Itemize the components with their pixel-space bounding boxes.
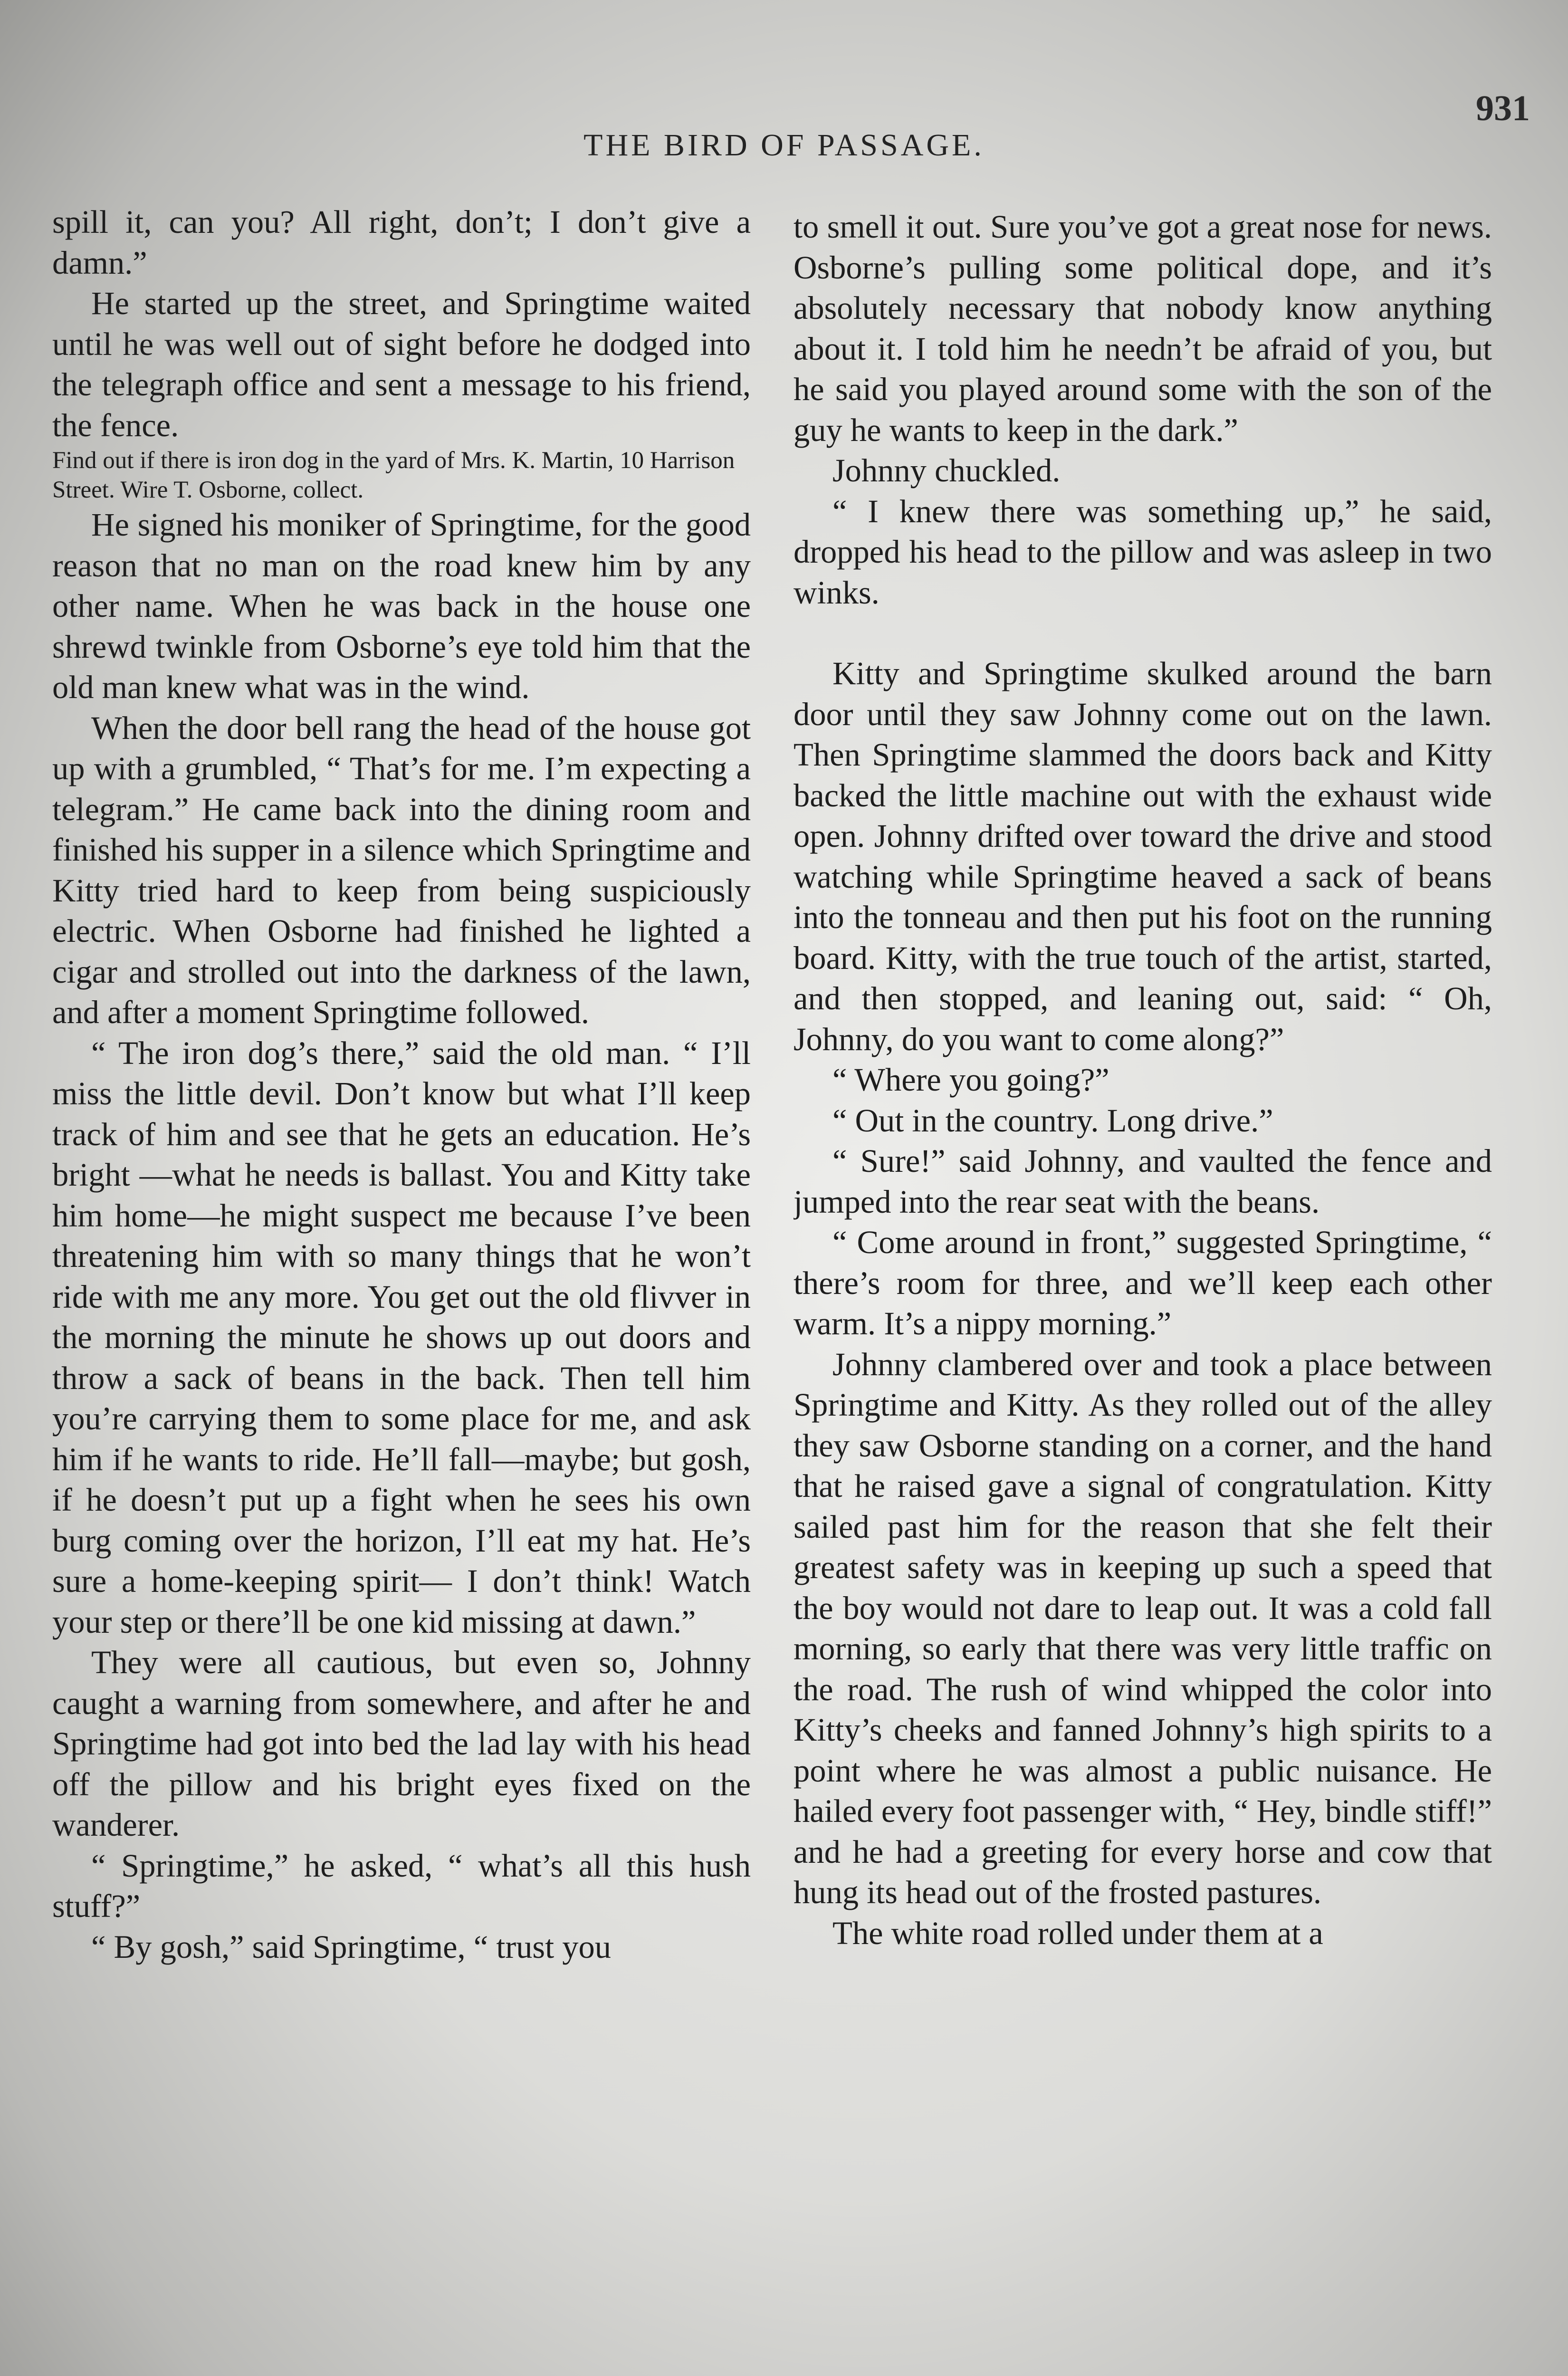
paragraph: to smell it out. Sure you’ve got a great nose for news. Osborne’s pulling some political dope, and it’s absolutely necessary that nobody know anything about it. I told him he needn’t be afraid of you, but he said you played around some with the son of the guy he wants to keep in the dark.”	[794, 209, 1492, 448]
paragraph: He signed his moniker of Springtime, for the good reason that no man on the road knew him by any other name. When he was back in the house one shrewd twinkle from Osborne’s eye told him that the old man knew what was in the wind.	[52, 507, 751, 705]
paragraph: The white road rolled under them at a	[832, 1915, 1323, 1951]
paragraph: spill it, can you? All right, don’t; I don’t give a damn.”	[52, 204, 751, 281]
paragraph: When the door bell rang the head of the house got up with a grumbled, “ That’s for me. I’m expecting a telegram.” He came back into the dining room and finished his supper in a silence which Springtime and Kitty tried hard to keep from being suspiciously electric. When Osborne had finished he lighted a cigar and strolled out into the darkness of the lawn, and after a moment Springtime followed.	[52, 709, 751, 1030]
paragraph: They were all cautious, but even so, Johnny caught a warning from somewhere, and after he and Springtime had got into bed the lad lay with his head off the pillow and his bright eyes fixed on the wanderer.	[52, 1644, 751, 1843]
running-title: THE BIRD OF PASSAGE.	[583, 128, 985, 163]
paragraph: “ I knew there was something up,” he said, dropped his head to the pillow and was asleep in two winks.	[794, 493, 1492, 611]
page-number: 931	[1476, 88, 1530, 128]
paragraph: “ The iron dog’s there,” said the old man. “ I’ll miss the little devil. Don’t know but what I’ll keep track of him and see that he gets an education. He’s bright —what he needs is ballast. You and Kitty take him home—he might suspect me because I’ve been threatening him with so many things that he won’t ride with me any more. You get out the old flivver in the morning the minute he shows up out doors and throw a sack of beans in the back. Then tell him you’re carrying them to some place for me, and ask him if he wants to ride. He’ll fall—maybe; but gosh, if he doesn’t put up a fight when he sees his own burg coming over the horizon, I’ll eat my hat. He’s sure a home-keeping spirit— I don’t think! Watch your step or there’ll be one kid missing at dawn.”	[52, 1035, 751, 1640]
paragraph: He started up the street, and Springtime waited until he was well out of sight before he dodged into the telegraph office and sent a message to his friend, the fence.	[52, 285, 751, 443]
paragraph: “ Sure!” said Johnny, and vaulted the fence and jumped into the rear seat with the beans.	[794, 1143, 1492, 1220]
paragraph: Johnny clambered over and took a place between Springtime and Kitty. As they rolled out of the alley they saw Osborne standing on a corner, and the hand that he raised gave a signal of congratulation. Kitty sailed past him for the reason that she felt their greatest safety was in keeping up such a speed that the boy would not dare to leap out. It was a cold fall morning, so early that there was very little traffic on the road. The rush of wind whipped the color into Kitty’s cheeks and fanned Johnny’s high spirits to a point where he was almost a public nuisance. He hailed every foot passenger with, “ Hey, bindle stiff!” and he had a greeting for every horse and cow that hung its head out of the frosted pastures.	[794, 1346, 1492, 1910]
left-column	[52, 202, 751, 2355]
paragraph: Kitty and Springtime skulked around the barn door until they saw Johnny come out on the lawn. Then Springtime slammed the doors back and Kitty backed the little machine out with the exhaust wide open. Johnny drifted over toward the drive and stood watching while Springtime heaved a sack of beans into the tonneau and then put his foot on the running board. Kitty, with the true touch of the artist, started, and then stopped, and leaning out, said: “ Oh, Johnny, do you want to come along?”	[794, 655, 1492, 1057]
paragraph: Johnny chuckled.	[832, 452, 1061, 489]
paragraph: “ Springtime,” he asked, “ what’s all this hush stuff?”	[52, 1847, 751, 1924]
right-column	[794, 207, 1492, 2359]
paragraph: “ Out in the country. Long drive.”	[832, 1102, 1273, 1139]
telegram-message: Find out if there is iron dog in the yard of Mrs. K. Martin, 10 Harrison Street. Wire T. Osborne, collect.	[52, 447, 735, 503]
paragraph: “ By gosh,” said Springtime, “ trust you	[91, 1928, 611, 1965]
paragraph: “ Where you going?”	[832, 1062, 1109, 1098]
paragraph: “ Come around in front,” suggested Springtime, “ there’s room for three, and we’ll keep each other warm. It’s a nippy morning.”	[794, 1224, 1492, 1341]
